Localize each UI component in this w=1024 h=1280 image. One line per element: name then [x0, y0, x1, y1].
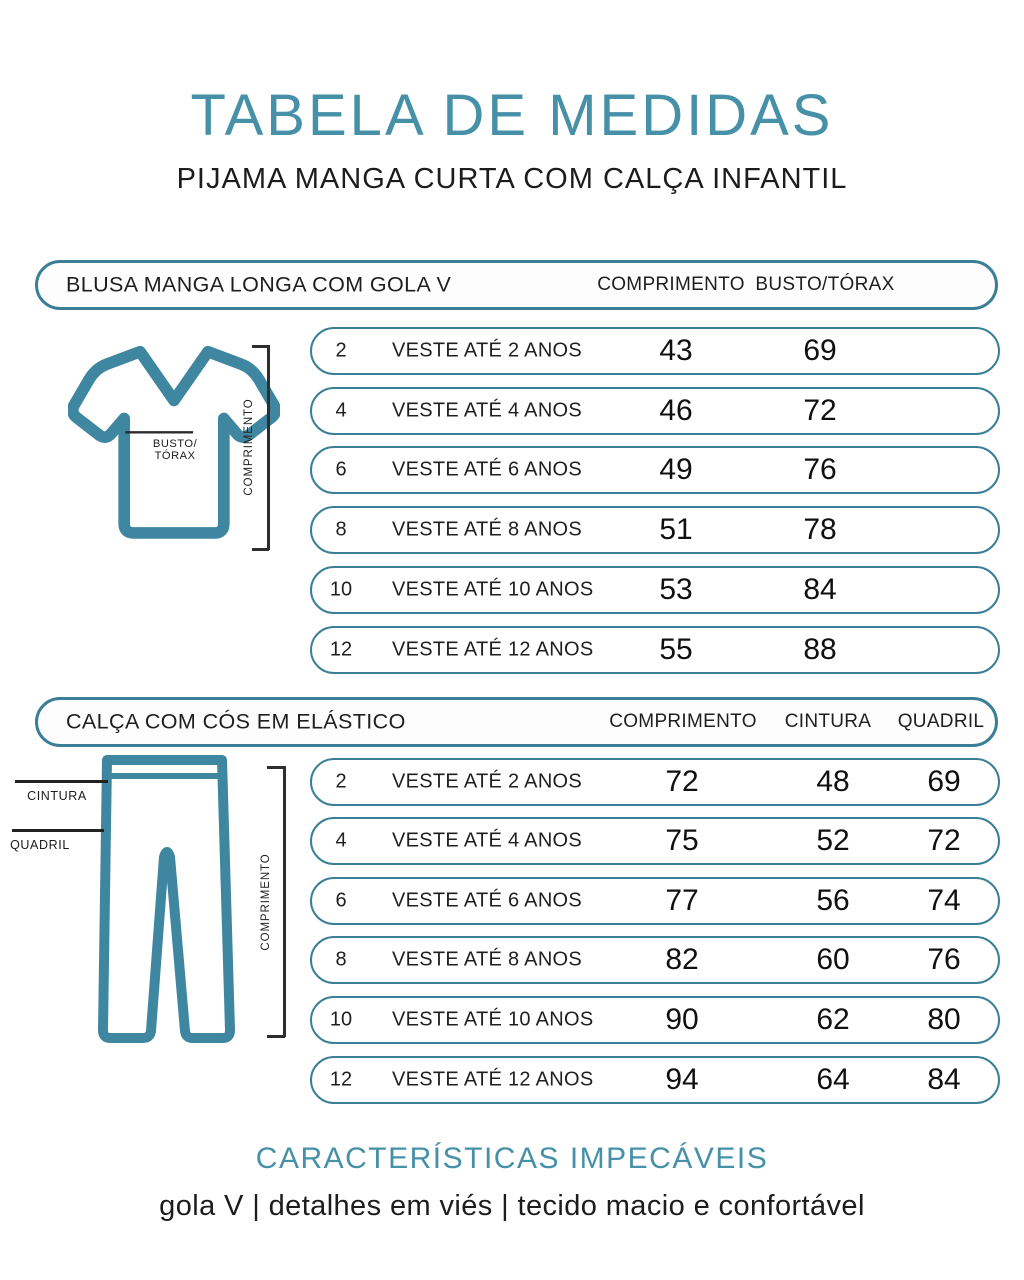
shirt-length-bracket	[267, 345, 270, 550]
row-label: VESTE ATÉ 6 ANOS	[392, 889, 583, 912]
waist-measure-line	[15, 780, 108, 783]
calca-column-quadril: QUADRIL	[897, 711, 985, 732]
blusa-column-busto-torax: BUSTO/TÓRAX	[755, 274, 895, 295]
cintura-value: 64	[816, 1063, 850, 1096]
comprimento-value: 46	[659, 394, 693, 427]
calca-row-12	[310, 1056, 1000, 1104]
comprimento-value: 82	[665, 943, 699, 976]
busto-value: 78	[803, 513, 837, 546]
row-label: VESTE ATÉ 4 ANOS	[392, 829, 583, 852]
cintura-value: 60	[816, 943, 850, 976]
size-value: 2	[335, 770, 347, 793]
row-label: VESTE ATÉ 2 ANOS	[392, 770, 583, 793]
blusa-row-4	[310, 387, 1000, 435]
quadril-value: 84	[927, 1063, 961, 1096]
blusa-row-10	[310, 566, 1000, 614]
row-label: VESTE ATÉ 10 ANOS	[392, 1008, 594, 1031]
comprimento-value: 75	[665, 824, 699, 857]
size-value: 8	[335, 948, 347, 971]
quadril-value: 76	[927, 943, 961, 976]
calca-column-cintura: CINTURA	[784, 711, 872, 732]
calca-row-6	[310, 877, 1000, 925]
footer-title: CARACTERÍSTICAS IMPECÁVEIS	[255, 1142, 769, 1175]
size-value: 6	[335, 889, 347, 912]
comprimento-value: 90	[665, 1003, 699, 1036]
size-value: 8	[335, 518, 347, 541]
row-label: VESTE ATÉ 6 ANOS	[392, 458, 583, 481]
calca-section-header	[35, 697, 998, 747]
size-value: 12	[329, 1068, 353, 1091]
comprimento-value: 94	[665, 1063, 699, 1096]
size-value: 2	[335, 339, 347, 362]
row-label: VESTE ATÉ 2 ANOS	[392, 339, 583, 362]
quadril-value: 80	[927, 1003, 961, 1036]
waist-label: CINTURA	[27, 789, 87, 803]
blusa-row-2	[310, 327, 1000, 375]
comprimento-value: 55	[659, 633, 693, 666]
hip-measure-line	[12, 829, 104, 832]
quadril-value: 72	[927, 824, 961, 857]
shirt-bracket-bottom-tick	[252, 548, 269, 551]
shirt-bracket-top-tick	[252, 345, 269, 348]
row-label: VESTE ATÉ 10 ANOS	[392, 578, 594, 601]
comprimento-value: 49	[659, 453, 693, 486]
cintura-value: 48	[816, 765, 850, 798]
pants-diagram	[95, 750, 237, 1044]
cintura-value: 62	[816, 1003, 850, 1036]
shirt-length-label: COMPRIMENTO	[243, 398, 255, 496]
size-value: 10	[329, 1008, 353, 1031]
bust-label-line1: BUSTO/	[152, 438, 198, 451]
blusa-row-6	[310, 446, 1000, 494]
pants-bracket-bottom-tick	[267, 1035, 285, 1038]
comprimento-value: 43	[659, 334, 693, 367]
calca-section-title: CALÇA COM CÓS EM ELÁSTICO	[66, 709, 406, 734]
page-subtitle: PIJAMA MANGA CURTA COM CALÇA INFANTIL	[176, 163, 848, 195]
blusa-column-comprimento: COMPRIMENTO	[597, 274, 745, 295]
quadril-value: 69	[927, 765, 961, 798]
quadril-value: 74	[927, 884, 961, 917]
blusa-section-title: BLUSA MANGA LONGA COM GOLA V	[66, 272, 452, 297]
comprimento-value: 77	[665, 884, 699, 917]
busto-value: 76	[803, 453, 837, 486]
comprimento-value: 72	[665, 765, 699, 798]
row-label: VESTE ATÉ 12 ANOS	[392, 1068, 594, 1091]
hip-label: QUADRIL	[10, 838, 70, 852]
calca-row-2	[310, 758, 1000, 806]
size-value: 4	[335, 829, 347, 852]
calca-row-4	[310, 817, 1000, 865]
size-value: 12	[329, 638, 353, 661]
cintura-value: 56	[816, 884, 850, 917]
page-title: TABELA DE MEDIDAS	[190, 83, 834, 148]
row-label: VESTE ATÉ 4 ANOS	[392, 399, 583, 422]
row-label: VESTE ATÉ 8 ANOS	[392, 948, 583, 971]
pants-bracket-top-tick	[267, 766, 285, 769]
pants-length-label: COMPRIMENTO	[260, 853, 272, 951]
busto-value: 88	[803, 633, 837, 666]
calca-column-comprimento: COMPRIMENTO	[609, 711, 757, 732]
calca-row-10	[310, 996, 1000, 1044]
footer-subtitle: gola V | detalhes em viés | tecido macio e confortável	[159, 1190, 865, 1222]
busto-value: 84	[803, 573, 837, 606]
blusa-section-header	[35, 260, 998, 310]
size-value: 4	[335, 399, 347, 422]
pants-length-bracket	[283, 766, 286, 1037]
size-value: 6	[335, 458, 347, 481]
busto-value: 69	[803, 334, 837, 367]
blusa-row-12	[310, 626, 1000, 674]
blusa-row-8	[310, 506, 1000, 554]
cintura-value: 52	[816, 824, 850, 857]
busto-value: 72	[803, 394, 837, 427]
comprimento-value: 53	[659, 573, 693, 606]
pants-outline	[103, 760, 230, 1038]
row-label: VESTE ATÉ 8 ANOS	[392, 518, 583, 541]
calca-row-8	[310, 936, 1000, 984]
bust-label-line2: TÓRAX	[154, 449, 196, 462]
row-label: VESTE ATÉ 12 ANOS	[392, 638, 594, 661]
comprimento-value: 51	[659, 513, 693, 546]
size-value: 10	[329, 578, 353, 601]
